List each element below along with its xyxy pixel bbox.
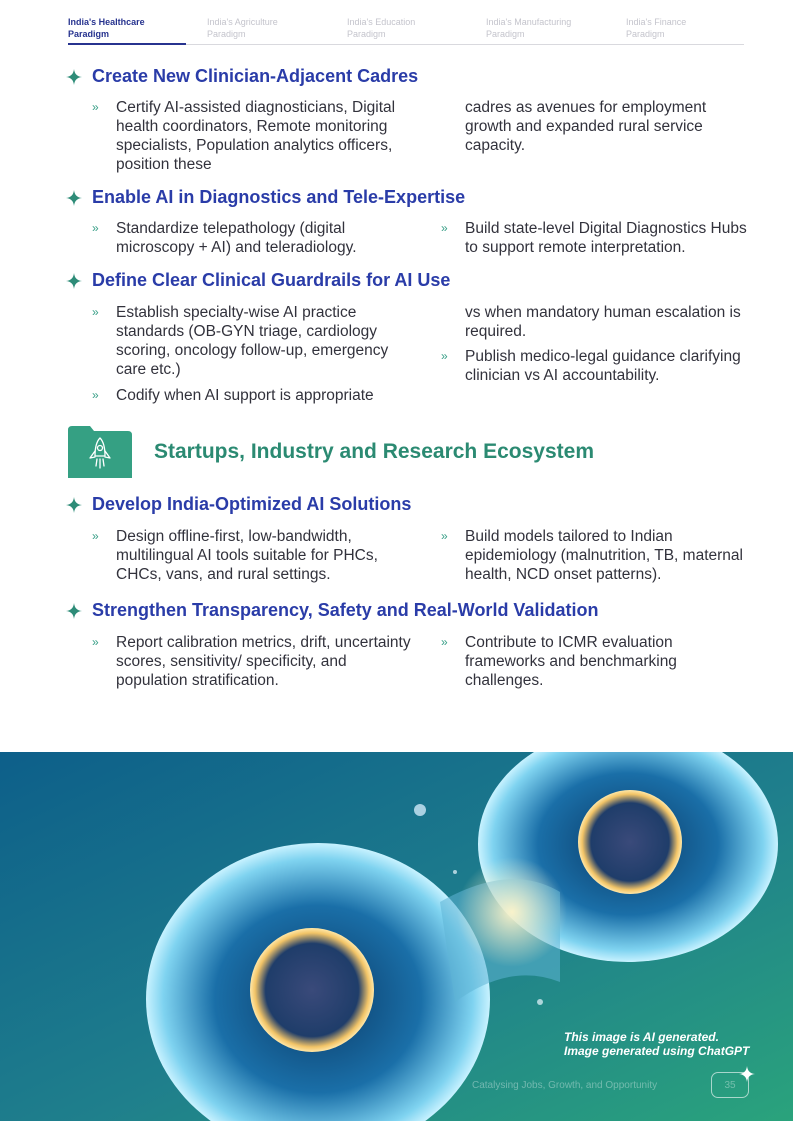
tab-label-line1: India's Agriculture	[207, 17, 278, 27]
bullet-text: Build models tailored to Indian epidemiology (malnutrition, TB, maternal health, NCD onset patterns).	[465, 528, 743, 583]
bullet-item	[92, 527, 416, 584]
sparkle-icon	[66, 497, 82, 513]
bullet-text: cadres as avenues for employment growth and expanded rural service capacity.	[465, 99, 707, 154]
rocket-folder-icon	[68, 426, 132, 478]
tab-manufacturing[interactable]	[486, 16, 571, 40]
chevron-icon: »	[92, 100, 99, 114]
section-title: Enable AI in Diagnostics and Tele-Expertise	[92, 187, 466, 207]
sparkle-icon	[66, 273, 82, 289]
tab-label-line1: India's Education	[347, 17, 416, 27]
caption-line-2: Image generated using ChatGPT	[564, 1044, 750, 1058]
ecosystem-title: Startups, Industry and Research Ecosystem	[154, 440, 594, 463]
chevron-icon: »	[92, 635, 99, 649]
sparkle-icon	[66, 190, 82, 206]
bullet-item	[92, 98, 416, 174]
image-caption	[564, 1030, 749, 1058]
paradigm-tabs	[68, 16, 744, 45]
chevron-icon: »	[92, 305, 99, 319]
section-title: Strengthen Transparency, Safety and Real-World Validation	[92, 600, 599, 620]
bullet-item	[92, 633, 416, 690]
sparkle-icon	[66, 603, 82, 619]
tab-agriculture[interactable]	[207, 16, 278, 40]
section-heading	[66, 600, 598, 621]
cell-division-image	[0, 752, 793, 1121]
bullet-text: Establish specialty-wise AI practice standards (OB-GYN triage, cardiology scoring, oncology follow-up, emergency care etc.)	[116, 304, 389, 378]
bullet-text: Certify AI-assisted diagnosticians, Digital health coordinators, Remote monitoring specialists, Population analytics officers, position these	[116, 99, 396, 173]
bullet-text: vs when mandatory human escalation is required.	[465, 304, 741, 340]
section-heading	[66, 494, 411, 515]
section-title: Define Clear Clinical Guardrails for AI Use	[92, 270, 451, 290]
sparkle-icon	[739, 1066, 755, 1082]
tab-finance[interactable]	[626, 16, 686, 40]
chevron-icon: »	[441, 529, 448, 543]
footer-tagline: Catalysing Jobs, Growth, and Opportunity	[472, 1080, 658, 1091]
active-tab-indicator	[68, 43, 186, 45]
tab-healthcare[interactable]	[68, 16, 145, 40]
sparkle-icon	[66, 69, 82, 85]
bullet-continuation	[465, 98, 755, 155]
tab-label-line1: India's Manufacturing	[486, 17, 572, 27]
caption-line-1: This image is AI generated.	[564, 1030, 719, 1044]
bullet-item	[441, 527, 755, 584]
bullet-text: Codify when AI support is appropriate	[116, 387, 374, 404]
bullet-text: Contribute to ICMR evaluation frameworks and benchmarking challenges.	[465, 634, 677, 689]
tab-label-line2: Paradigm	[626, 29, 665, 39]
section-heading	[66, 187, 465, 208]
page-number: 35	[711, 1072, 749, 1098]
chevron-icon: »	[92, 388, 99, 402]
tab-education[interactable]	[347, 16, 415, 40]
section-heading	[66, 66, 418, 87]
tab-label-line1: India's Healthcare	[68, 17, 145, 27]
tab-label-line2: Paradigm	[68, 29, 110, 39]
section-heading	[66, 270, 450, 291]
bullet-text: Build state-level Digital Diagnostics Hubs to support remote interpretation.	[465, 220, 747, 256]
bullet-text: Standardize telepathology (digital microscopy + AI) and teleradiology.	[116, 220, 357, 256]
tab-label-line1: India's Finance	[626, 17, 687, 27]
bullet-item	[92, 219, 416, 257]
bullet-continuation	[465, 303, 755, 341]
bullet-item	[441, 633, 755, 690]
section-title: Create New Clinician-Adjacent Cadres	[92, 66, 419, 86]
chevron-icon: »	[92, 221, 99, 235]
section-title: Develop India-Optimized AI Solutions	[92, 494, 412, 514]
bullet-item	[441, 219, 755, 257]
chevron-icon: »	[92, 529, 99, 543]
bullet-text: Design offline-first, low-bandwidth, multilingual AI tools suitable for PHCs, CHCs, vans, and rural settings.	[116, 528, 378, 583]
chevron-icon: »	[441, 349, 448, 363]
chevron-icon: »	[441, 221, 448, 235]
bullet-text: Publish medico-legal guidance clarifying clinician vs AI accountability.	[465, 348, 741, 384]
bullet-item	[92, 303, 416, 379]
tab-label-line2: Paradigm	[207, 29, 246, 39]
bullet-text: Report calibration metrics, drift, uncertainty scores, sensitivity/ specificity, and population stratification.	[116, 634, 411, 689]
chevron-icon: »	[441, 635, 448, 649]
bullet-item	[441, 347, 755, 385]
tab-label-line2: Paradigm	[486, 29, 525, 39]
tab-label-line2: Paradigm	[347, 29, 386, 39]
bullet-item	[92, 386, 416, 405]
